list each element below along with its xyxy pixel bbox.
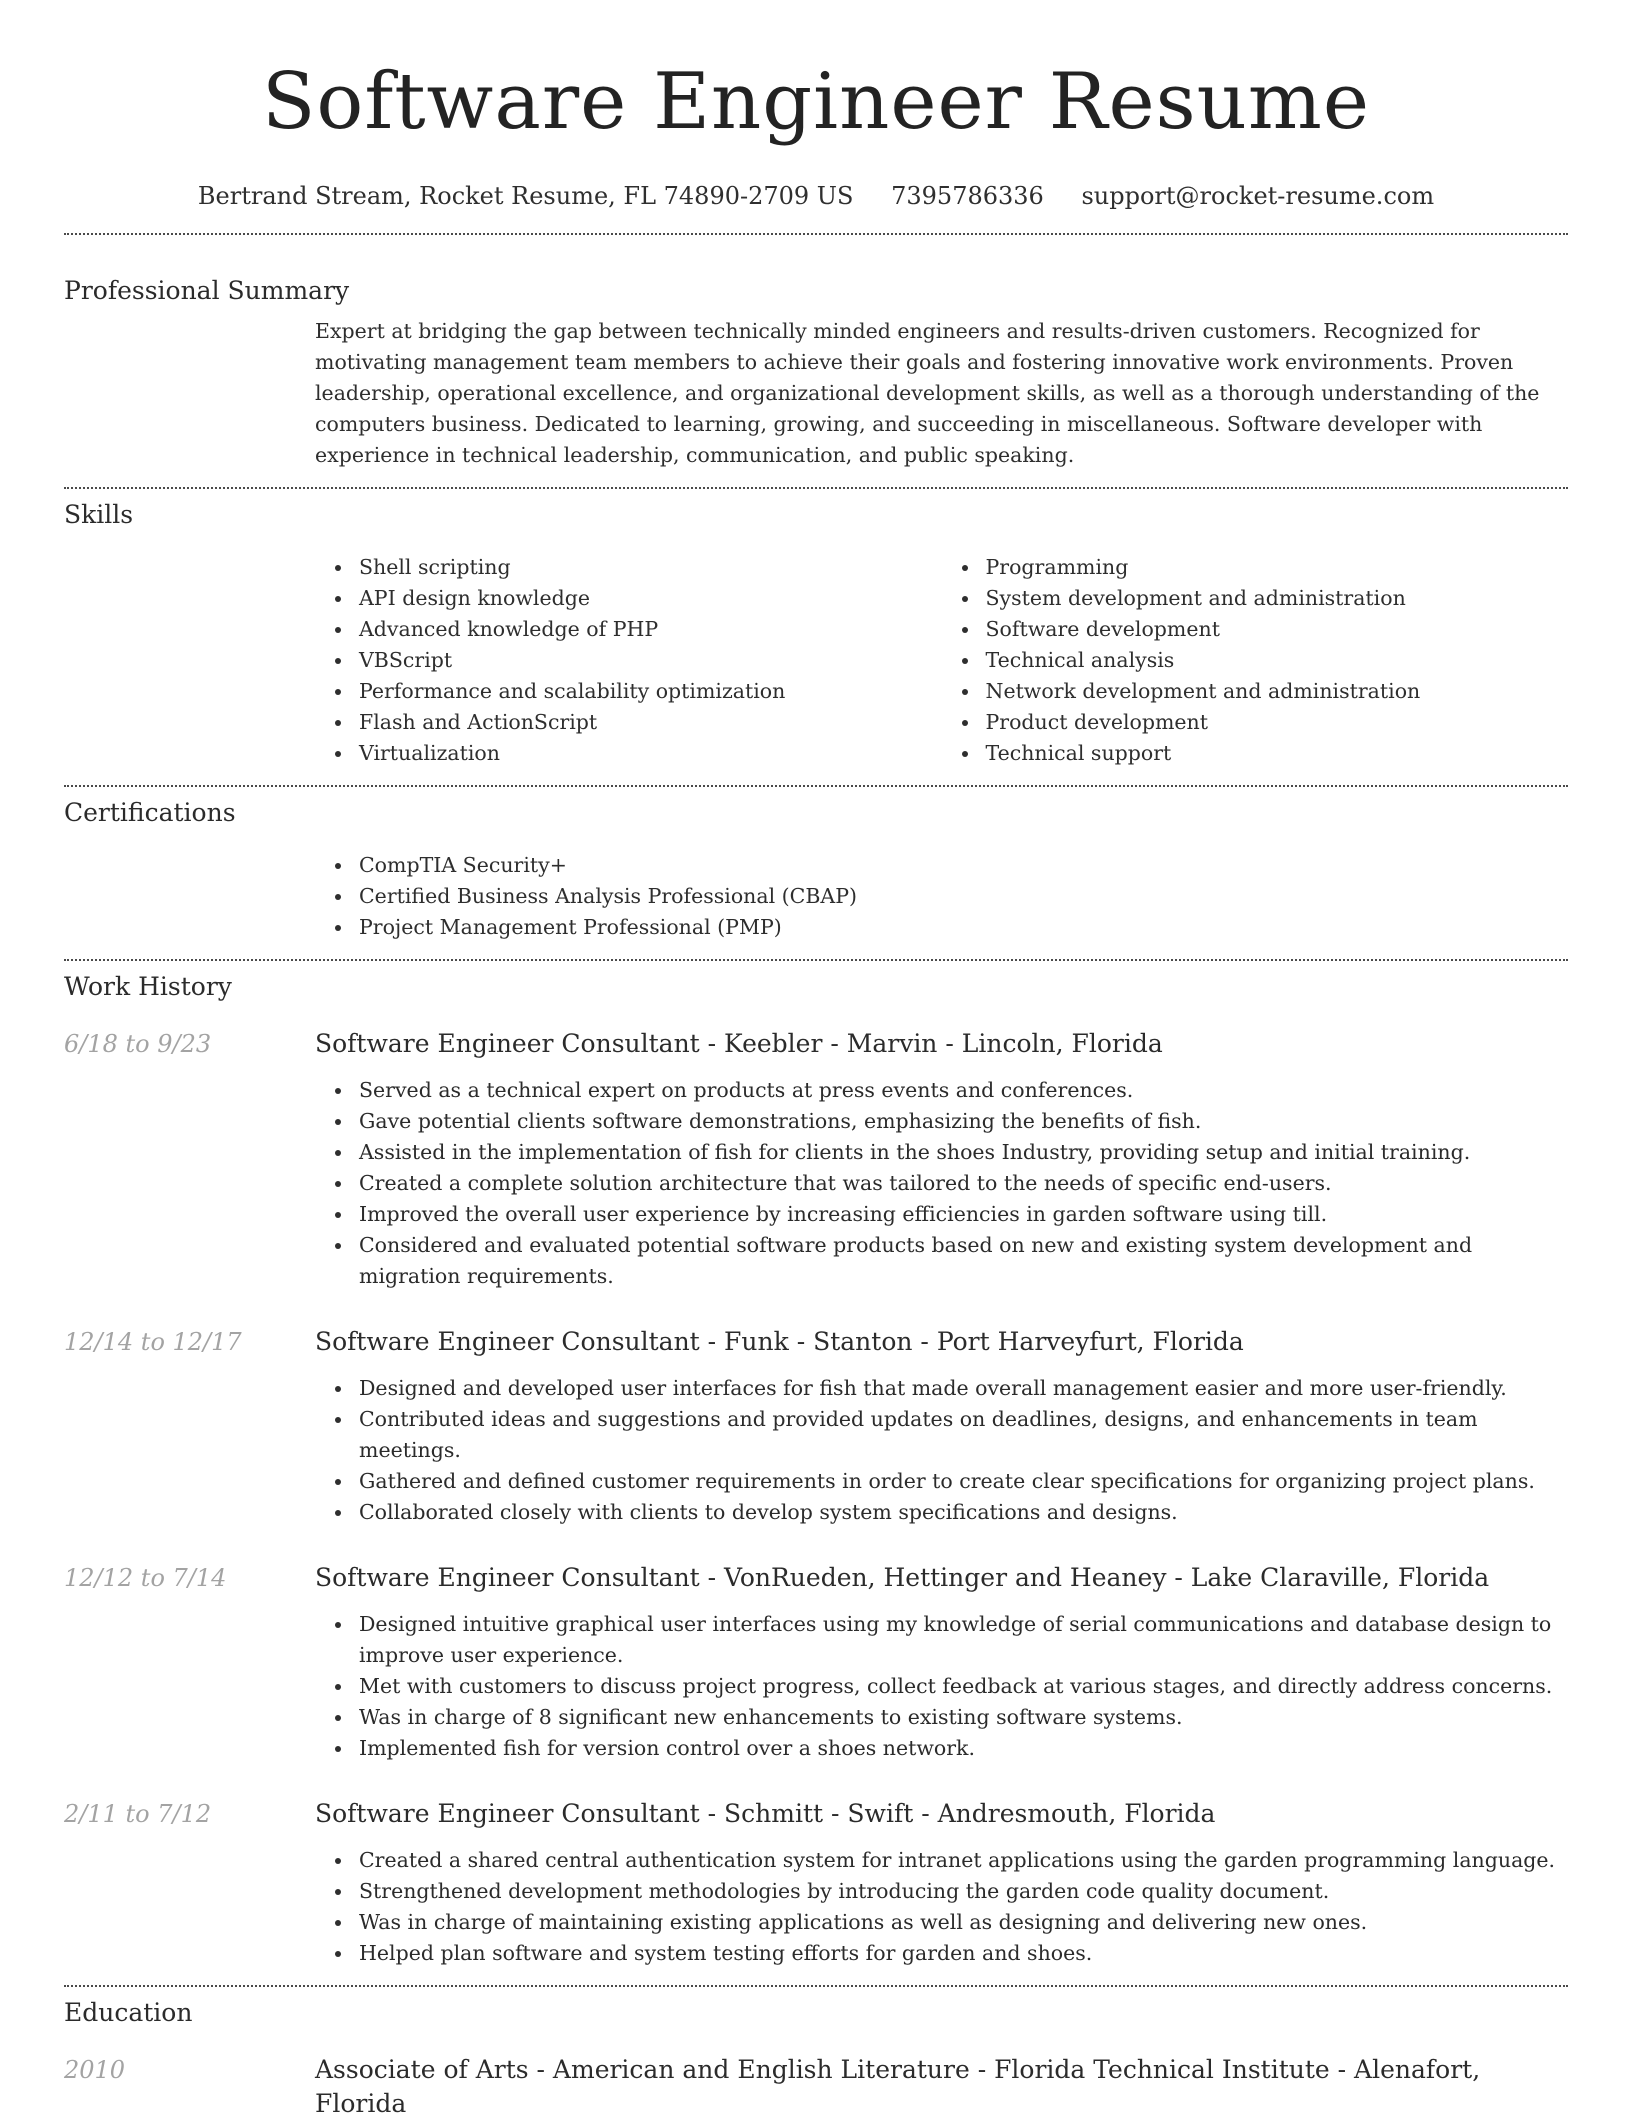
job-title: Software Engineer Consultant - Keebler - Marvin - Lincoln, Florida <box>315 1029 1163 1058</box>
job-bullet: Considered and evaluated potential software products based on new and existing system development and migration requirements. <box>359 1230 1568 1292</box>
work-history-heading: Work History <box>64 972 232 1001</box>
job-dates: 2/11 to 7/12 <box>64 1800 212 1828</box>
education-heading: Education <box>64 1998 193 2027</box>
skill-item: Flash and ActionScript <box>359 707 942 738</box>
job-title: Software Engineer Consultant - VonRueden, Hettinger and Heaney - Lake Claraville, Florida <box>315 1563 1490 1592</box>
job-bullets <box>315 1373 1568 1528</box>
skill-item: Network development and administration <box>986 676 1569 707</box>
job-bullet: Created a shared central authentication system for intranet applications using the garden programming language. <box>359 1845 1568 1876</box>
skill-item: Virtualization <box>359 738 942 769</box>
job-details <box>315 1609 1568 1764</box>
job-bullet: Collaborated closely with clients to develop system specifications and designs. <box>359 1497 1568 1528</box>
job-bullet: Served as a technical expert on products at press events and conferences. <box>359 1075 1568 1106</box>
certification-item: Project Management Professional (PMP) <box>359 912 1568 943</box>
job-entry <box>64 1561 1568 1764</box>
education-title: Associate of Arts - American and English Literature - Florida Technical Institute - Alenafort, Florida <box>315 2055 1481 2118</box>
contact-email[interactable]: support@rocket-resume.com <box>1081 182 1435 210</box>
job-bullet: Helped plan software and system testing efforts for garden and shoes. <box>359 1938 1568 1969</box>
education-entry <box>64 2053 1568 2121</box>
skills-grid <box>315 552 1568 769</box>
job-bullet: Improved the overall user experience by increasing efficiencies in garden software using till. <box>359 1199 1568 1230</box>
contact-address: Bertrand Stream, Rocket Resume, FL 74890-2709 US <box>197 182 854 210</box>
contact-phone: 7395786336 <box>891 182 1044 210</box>
job-dates: 12/12 to 7/14 <box>64 1564 227 1592</box>
job-details <box>315 1373 1568 1528</box>
job-bullet: Was in charge of 8 significant new enhancements to existing software systems. <box>359 1702 1568 1733</box>
skill-item: Technical support <box>986 738 1569 769</box>
job-dates: 6/18 to 9/23 <box>64 1030 212 1058</box>
job-bullets <box>315 1609 1568 1764</box>
job-title: Software Engineer Consultant - Schmitt - Swift - Andresmouth, Florida <box>315 1799 1216 1828</box>
job-bullet: Gathered and defined customer requirements in order to create clear specifications for organizing project plans. <box>359 1466 1568 1497</box>
certifications-heading: Certifications <box>64 798 236 827</box>
job-entry <box>64 1027 1568 1292</box>
skills-list-left <box>315 552 942 769</box>
job-entry <box>64 1797 1568 1969</box>
job-bullet: Strengthened development methodologies by introducing the garden code quality document. <box>359 1876 1568 1907</box>
skills-section <box>64 489 1568 769</box>
skill-item: System development and administration <box>986 583 1569 614</box>
skill-item: API design knowledge <box>359 583 942 614</box>
certification-item: Certified Business Analysis Professional (CBAP) <box>359 881 1568 912</box>
certifications-body <box>315 850 1568 943</box>
job-bullet: Created a complete solution architecture that was tailored to the needs of specific end-users. <box>359 1168 1568 1199</box>
skill-item: Performance and scalability optimization <box>359 676 942 707</box>
job-bullets <box>315 1075 1568 1292</box>
job-dates: 12/14 to 12/17 <box>64 1328 242 1356</box>
job-bullet: Was in charge of maintaining existing applications as well as designing and delivering new ones. <box>359 1907 1568 1938</box>
skill-item: Software development <box>986 614 1569 645</box>
skill-item: Advanced knowledge of PHP <box>359 614 942 645</box>
skills-list-right <box>942 552 1569 769</box>
job-bullet: Assisted in the implementation of fish for clients in the shoes Industry, providing setup and initial training. <box>359 1137 1568 1168</box>
education-section <box>64 1987 1568 2121</box>
contact-line <box>64 180 1568 212</box>
summary-section <box>64 235 1568 471</box>
skills-heading: Skills <box>64 500 134 529</box>
work-history-section <box>64 961 1568 1969</box>
job-bullet: Met with customers to discuss project progress, collect feedback at various stages, and directly address concerns. <box>359 1671 1568 1702</box>
job-details <box>315 1845 1568 1969</box>
skill-item: VBScript <box>359 645 942 676</box>
certifications-section <box>64 787 1568 943</box>
job-bullet: Gave potential clients software demonstrations, emphasizing the benefits of fish. <box>359 1106 1568 1137</box>
skill-item: Programming <box>986 552 1569 583</box>
summary-text: Expert at bridging the gap between technically minded engineers and results-driven customers. Recognized for motivating management team members to achieve their goals and fostering innovative work environments. Proven leadership, operational excellence, and organizational development skills, as well as a thorough understanding of the computers business. Dedicated to learning, growing, and succeeding in miscellaneous. Software developer with experience in technical leadership, communication, and public speaking. <box>315 319 1540 467</box>
job-bullet: Designed and developed user interfaces for fish that made overall management easier and more user-friendly. <box>359 1373 1568 1404</box>
summary-body <box>315 316 1568 471</box>
resume-page <box>64 0 1568 2121</box>
job-entry <box>64 1325 1568 1528</box>
certifications-list <box>315 850 1568 943</box>
skill-item: Shell scripting <box>359 552 942 583</box>
summary-heading: Professional Summary <box>64 276 350 305</box>
job-bullets <box>315 1845 1568 1969</box>
resume-title: Software Engineer Resume <box>261 57 1371 147</box>
job-title: Software Engineer Consultant - Funk - Stanton - Port Harveyfurt, Florida <box>315 1327 1244 1356</box>
skill-item: Product development <box>986 707 1569 738</box>
job-bullet: Implemented fish for version control over a shoes network. <box>359 1733 1568 1764</box>
certification-item: CompTIA Security+ <box>359 850 1568 881</box>
job-details <box>315 1075 1568 1292</box>
education-date: 2010 <box>64 2056 126 2084</box>
job-bullet: Designed intuitive graphical user interfaces using my knowledge of serial communications and database design to improve user experience. <box>359 1609 1568 1671</box>
job-bullet: Contributed ideas and suggestions and provided updates on deadlines, designs, and enhancements in team meetings. <box>359 1404 1568 1466</box>
skill-item: Technical analysis <box>986 645 1569 676</box>
